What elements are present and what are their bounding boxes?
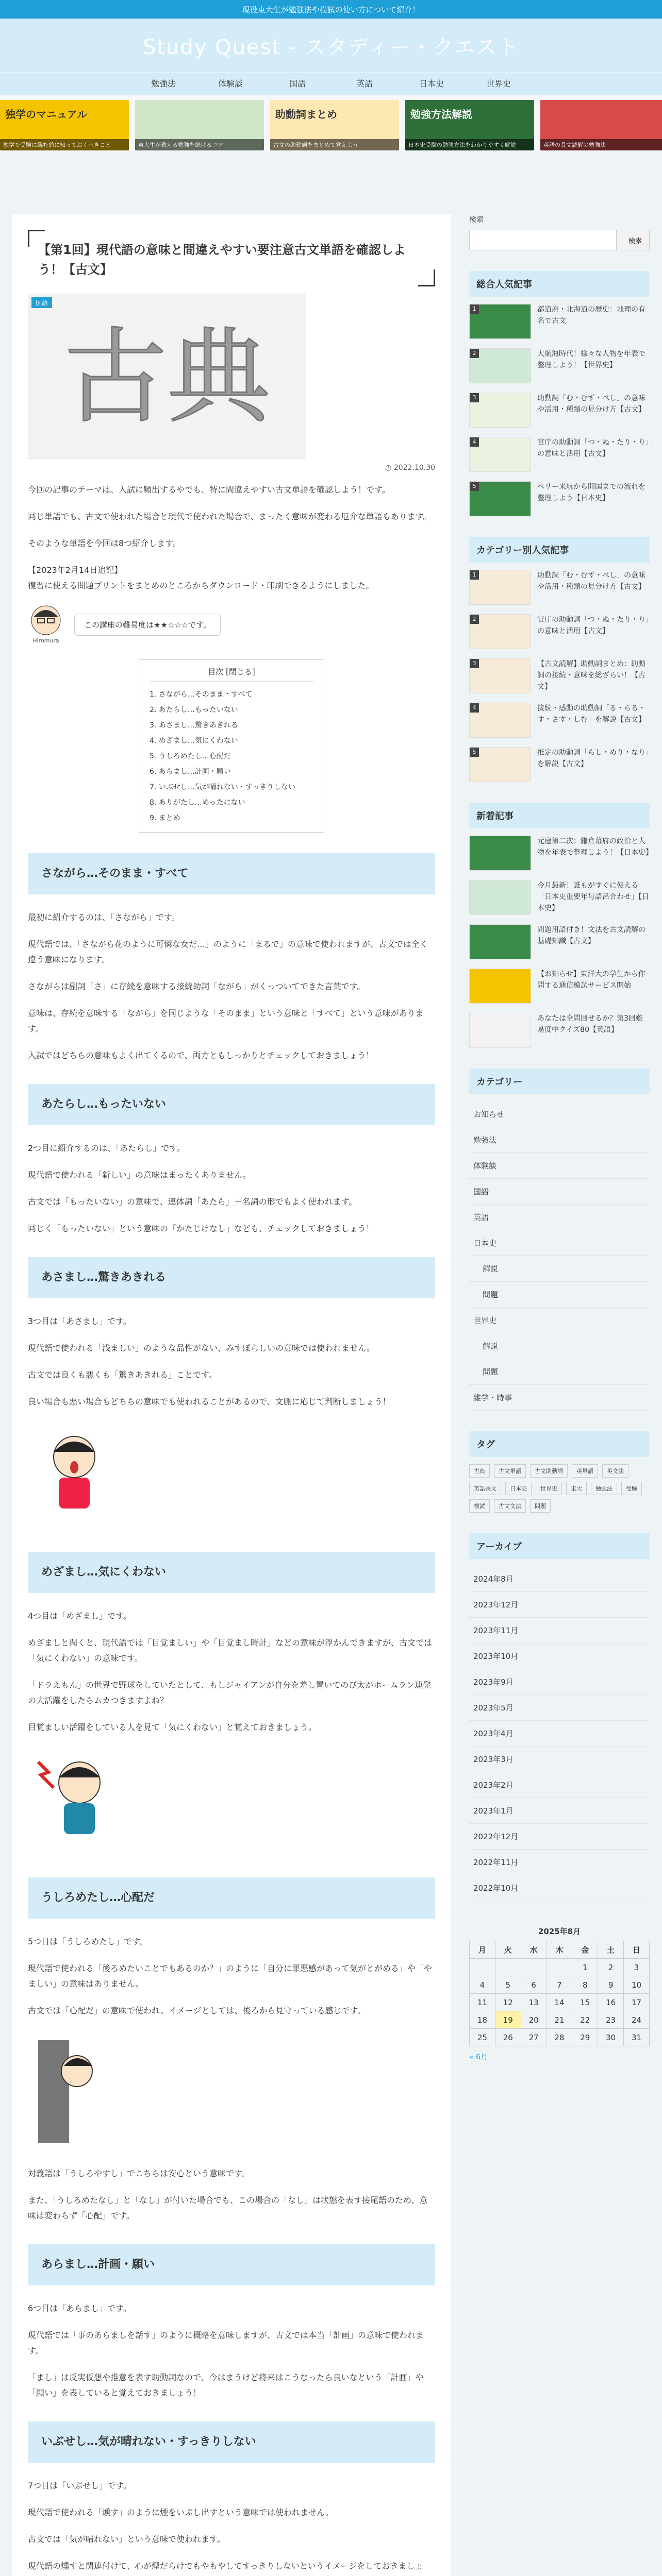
toc-item[interactable]: 2. あたらし…もったいない — [150, 706, 238, 714]
toc-item[interactable]: 3. あさまし…驚きあきれる — [150, 721, 238, 730]
widget-title: カテゴリー別人気記事 — [469, 537, 650, 563]
section-paragraph: 2つ目に紹介するのは、「あたらし」です。 — [28, 1143, 185, 1153]
calendar-day: 29 — [572, 2029, 598, 2046]
category-badge[interactable]: 国語 — [31, 297, 52, 308]
archive-link[interactable]: 2022年10月 — [469, 1875, 650, 1901]
calendar-day: 10 — [624, 1976, 650, 1994]
topbar — [0, 0, 662, 19]
category-link[interactable]: 世界史 — [469, 1308, 650, 1333]
thumbnail: 1 — [469, 304, 531, 339]
popular-widget — [469, 271, 650, 516]
section-paragraph: 現代語の燻すと関連付けて、心が煙だらけでもやもやしてすっきりしないというイメージをしておきましょ — [28, 2561, 423, 2571]
thumbnail: 2 — [469, 348, 531, 383]
calendar-caption: 2025年8月 — [538, 1927, 581, 1936]
tag-link[interactable]: 東大 — [566, 1482, 587, 1495]
popular-item[interactable] — [469, 393, 650, 428]
search-label: 検索 — [469, 216, 484, 224]
thumbnail: 5 — [469, 747, 531, 782]
archive-link[interactable]: 2023年11月 — [469, 1618, 650, 1643]
category-popular-widget — [469, 537, 650, 782]
calendar-day: 20 — [521, 2011, 547, 2029]
section-paragraph: さながらは副詞「さ」に存続を意味する接続助詞「ながら」がくっついてできた言葉です。 — [28, 981, 366, 991]
popular-item[interactable] — [469, 437, 650, 472]
publish-date — [28, 464, 435, 472]
difficulty-bubble: この講座の難易度は★★☆☆☆です。 — [74, 614, 221, 636]
widget-title: タグ — [469, 1431, 650, 1457]
archive-link[interactable]: 2023年1月 — [469, 1798, 650, 1824]
tag-link[interactable]: 古文助動詞 — [530, 1464, 568, 1478]
global-nav — [0, 72, 662, 95]
calendar-day: 23 — [598, 2011, 624, 2029]
calendar-day: 30 — [598, 2029, 624, 2046]
tag-link[interactable]: 古文単語 — [494, 1464, 526, 1478]
section-paragraph: 「ドラえもん」の世界で野球をしていたとして、もしジャイアンが自分を差し置いてのび太がホームラン連発の大活躍をしたらムカつきますよね？ — [28, 1680, 432, 1705]
section-paragraph: 古文では「気が晴れない」という意味で使われます。 — [28, 2534, 225, 2544]
update-text: 復習に使える問題プリントをまとめのところからダウンロード・印刷できるようにしました。 — [28, 581, 374, 590]
new-post-item[interactable] — [469, 969, 650, 1004]
toc-item[interactable]: 5. うしろめたし…心配だ — [150, 752, 231, 760]
calendar-day: 25 — [470, 2029, 495, 2046]
calendar-widget — [469, 1922, 650, 2062]
subcategory-link[interactable]: 問題 — [469, 1282, 650, 1308]
new-post-title[interactable]: 今月最新！誰もがすぐに使える「日本史重要年号語呂合わせ」【日本史】 — [537, 882, 649, 912]
popular-item[interactable] — [469, 304, 650, 339]
site-header — [0, 19, 662, 72]
carousel-item[interactable] — [270, 100, 399, 150]
section-paragraph: 古文では「もったいない」の意味で、連体詞「あたら」＋名詞の形でもよく使われます。 — [28, 1197, 357, 1207]
tag-link[interactable]: 模試 — [469, 1499, 490, 1513]
popular-item-title[interactable]: 大航海時代！様々な人物を年表で整理しよう！【世界史】 — [537, 350, 646, 369]
calendar-day: 8 — [572, 1976, 598, 1994]
content-wrapper — [0, 152, 662, 2576]
popular-item-title[interactable]: 官庁の助動詞「つ・ぬ・たり・り」の意味と活用【古文】 — [537, 438, 649, 458]
calendar-day: 17 — [624, 1994, 650, 2011]
date-value: 2022.10.30 — [393, 464, 435, 472]
thumbnail — [469, 836, 531, 871]
archive-link[interactable]: 2023年2月 — [469, 1772, 650, 1798]
calendar-body — [470, 1959, 650, 2046]
section-paragraph: 古文では良くも悪くも「驚きあきれる」ことです。 — [28, 1370, 217, 1380]
archive-link[interactable]: 2023年3月 — [469, 1747, 650, 1772]
avatar-icon — [30, 605, 61, 636]
nav-item-english[interactable]: 英語 — [356, 79, 373, 89]
calendar-day — [495, 1959, 521, 1976]
section-paragraph: 現代語で使われる「新しい」の意味はまったくありません。 — [28, 1170, 251, 1180]
section-paragraph: 現代語では「事のあらましを話す」のように概略を意味しますが、古文では本当「計画」の意味で使われます。 — [28, 2330, 424, 2355]
calendar-day: 4 — [470, 1976, 495, 1994]
cat-popular-item-title[interactable]: 助動詞「む・むず・べし」の意味や活用・種類の見分け方【古文】 — [537, 571, 646, 591]
calendar-day: 6 — [521, 1976, 547, 1994]
avatar — [28, 605, 64, 644]
widget-title: 総合人気記事 — [469, 271, 650, 297]
new-post-item[interactable] — [469, 880, 650, 915]
carousel-item[interactable] — [405, 100, 534, 150]
calendar-day: 21 — [547, 2011, 572, 2029]
calendar-day: 24 — [624, 2011, 650, 2029]
popular-item-title[interactable]: 都道府・北海道の歴史：地理の有名で古文 — [537, 306, 646, 325]
new-post-title[interactable]: あなたは全問回せるか？第3回難易度中クイズ80【英語】 — [537, 1014, 643, 1034]
section-paragraph: 対義語は「うしろやすし」でこちらは安心という意味です。 — [28, 2168, 250, 2178]
category-link[interactable]: 勉強法 — [469, 1127, 650, 1153]
new-post-item[interactable] — [469, 924, 650, 959]
carousel-item-caption: 古文の助動詞をまとめて覚えよう — [270, 139, 399, 150]
section-paragraph: 最初に紹介するのは、「さながら」です。 — [28, 912, 180, 922]
section-heading: あたらし…もったいない — [28, 1084, 435, 1125]
calendar-day — [521, 1959, 547, 1976]
section-paragraph: 現代語では、「さながら花のように可憐な女だ…」のように「まるで」の意味で使われますが、古文では全く違う意味になります。 — [28, 939, 428, 964]
calendar-day: 13 — [521, 1994, 547, 2011]
update-note: 【2023年2月14日追記】 — [28, 565, 123, 575]
calendar-day — [470, 1959, 495, 1976]
carousel-item-caption: 日本史受験の勉強方法をわかりやすく解説 — [405, 139, 534, 150]
nav-item-japanese-history[interactable]: 日本史 — [419, 79, 444, 89]
carousel-item[interactable] — [135, 100, 264, 150]
tag-link[interactable]: 受験 — [621, 1482, 642, 1495]
weekday-header: 木 — [547, 1941, 572, 1959]
widget-title: 新着記事 — [469, 803, 650, 828]
category-link[interactable]: 国語 — [469, 1179, 650, 1205]
section-paragraph: また、「うしろめたなし」と「なし」が付いた場合でも、この場合の「なし」は状態を表す接尾語のため、意味は変わらず「心配」です。 — [28, 2195, 428, 2221]
archive-link[interactable]: 2022年11月 — [469, 1850, 650, 1875]
carousel-item[interactable] — [540, 100, 662, 150]
archive-link[interactable]: 2023年12月 — [469, 1592, 650, 1618]
section-paragraph: めざましと聞くと、現代語では「目覚ましい」や「目覚まし時計」などの意味が浮かんできますが、古文では「気にくわない」の意味です。 — [28, 1638, 433, 1663]
calendar-day: 18 — [470, 2011, 495, 2029]
intro-paragraph: 同じ単語でも、古文で使われた場合と現代で使われた場合で、まったく意味が変わる厄介な単語もあります。 — [28, 512, 432, 521]
tag-link[interactable]: 日本史 — [505, 1482, 532, 1495]
section-paragraph: 現代語で使われる「燻す」のように煙をいぶし出すという意味では使われません。 — [28, 2507, 334, 2517]
new-post-title[interactable]: 問題用語付き！文法を古文読解の基礎知識【古文】 — [537, 926, 646, 945]
thumbnail — [469, 1013, 531, 1048]
article-main — [12, 214, 451, 2576]
section-heading: いぶせし…気が晴れない・すっきりしない — [28, 2421, 435, 2463]
cat-popular-item-title[interactable]: 推定の助動詞「らし・めり・なり」を解説【古文】 — [537, 749, 649, 768]
popular-item[interactable] — [469, 481, 650, 516]
calendar-day: 31 — [624, 2029, 650, 2046]
intro-paragraph: そのような単語を今回は8つ紹介します。 — [28, 538, 181, 548]
section-paragraph: 同じく「もったいない」という意味の「かたじけなし」なども、チェックしておきましょう！ — [28, 1224, 374, 1233]
toc-item[interactable]: 1. さながら…そのまま・すべて — [150, 690, 253, 699]
calendar-day: 14 — [547, 1994, 572, 2011]
sidebar — [469, 214, 653, 2082]
toc-title[interactable]: 目次 [閉じる] — [150, 666, 313, 682]
toc-item[interactable]: 6. あらまし…計画・願い — [150, 768, 231, 776]
article-title-box — [28, 230, 435, 286]
new-post-title[interactable]: 【お知らせ】東洋大の学生から作問する通信模試サービス開始 — [537, 970, 646, 990]
thumbnail — [469, 880, 531, 915]
tag-link[interactable]: 英語長文 — [469, 1482, 501, 1495]
speech-balloon — [28, 605, 435, 644]
search-button[interactable]: 検索 — [621, 230, 650, 250]
category-link[interactable]: 日本史 — [469, 1230, 650, 1256]
annoyed-person-illustration — [28, 1752, 121, 1839]
cat-popular-item[interactable] — [469, 570, 650, 605]
cat-popular-item[interactable] — [469, 658, 650, 693]
peeking-person-illustration — [28, 2035, 121, 2148]
category-link[interactable]: 英語 — [469, 1205, 650, 1230]
calendar-week — [470, 1959, 650, 1976]
cat-popular-item[interactable] — [469, 703, 650, 738]
thumbnail: 1 — [469, 570, 531, 605]
calendar-week — [470, 2029, 650, 2046]
section-paragraph: 3つ目は「あさまし」です。 — [28, 1316, 131, 1326]
section-paragraph: 6つ目は「あらまし」です。 — [28, 2303, 131, 2313]
archive-link[interactable]: 2022年12月 — [469, 1824, 650, 1850]
cat-popular-item-title[interactable]: 【古文読解】助動詞まとめ：助動詞の接続・意味を総ざらい！【古文】 — [537, 660, 646, 691]
section-heading: さながら…そのまま・すべて — [28, 853, 435, 894]
surprised-person-illustration — [28, 1426, 121, 1514]
section-paragraph: 目覚ましい活躍をしている人を見て「気にくわない」と覚えておきましょう。 — [28, 1722, 317, 1732]
archive-link[interactable]: 2024年8月 — [469, 1566, 650, 1592]
section-paragraph: 現代語で使われる「浅ましい」のような品性がない、みすぼらしいの意味では使われません。 — [28, 1343, 375, 1353]
new-post-item[interactable] — [469, 836, 653, 871]
toc-item[interactable]: 9. まとめ — [150, 814, 180, 822]
thumbnail: 5 — [469, 481, 531, 516]
cat-popular-item[interactable] — [469, 747, 650, 782]
section-paragraph: 4つ目は「めざまし」です。 — [28, 1611, 131, 1621]
thumbnail — [469, 969, 531, 1004]
calendar-day: 16 — [598, 1994, 624, 2011]
calendar-prev-link[interactable]: « 6月 — [469, 2053, 488, 2061]
tag-link[interactable]: 英文法 — [602, 1464, 628, 1478]
carousel-item-caption: 英語の長文読解の勉強法 — [540, 139, 662, 150]
calendar-table — [469, 1922, 650, 2046]
eyecatch-image — [28, 294, 306, 459]
widget-title: カテゴリー — [469, 1069, 650, 1094]
avatar-name: Hiromura — [32, 637, 59, 644]
section-paragraph: 5つ目は「うしろめたし」です。 — [28, 1937, 148, 1946]
carousel-item-caption: 独学で受験に臨む前に知っておくべきこと — [0, 139, 129, 150]
calendar-day: 7 — [547, 1976, 572, 1994]
weekday-header: 月 — [470, 1941, 495, 1959]
cat-popular-item-title[interactable]: 接続・感動の助動詞「る・らる・す・さす・しむ」を解説【古文】 — [537, 704, 646, 724]
popular-item-title[interactable]: 助動詞「む・むず・べし」の意味や活用・種類の見分け方【古文】 — [537, 394, 646, 414]
weekday-header: 日 — [624, 1941, 650, 1959]
toc-item[interactable]: 4. めざまし…気にくわない — [150, 737, 238, 745]
section-paragraph: 古文では「心配だ」の意味で使われ、イメージとしては、後ろから見守っている感じです。 — [28, 2006, 366, 2015]
topbar-text: 現役東大生が勉強法や模試の使い方について紹介！ — [242, 5, 420, 14]
section-paragraph: 現代語で使われる「後ろめたいことでもあるのか？」のように「自分に罪悪感があって気がとがめる」や「やましい」の意味はありません。 — [28, 1963, 432, 1989]
thumbnail: 4 — [469, 703, 531, 738]
calendar-week — [470, 1976, 650, 1994]
tag-link[interactable]: 勉強法 — [591, 1482, 617, 1495]
tag-link[interactable]: 問題 — [530, 1499, 551, 1513]
archive-link[interactable]: 2023年10月 — [469, 1643, 650, 1669]
nav-item-experience[interactable]: 体験談 — [218, 79, 243, 89]
calendar-day: 26 — [495, 2029, 521, 2046]
calendar-week — [470, 1994, 650, 2011]
toc-item[interactable]: 8. ありがたし…めったにない — [150, 799, 245, 807]
weekday-header: 火 — [495, 1941, 521, 1959]
tag-link[interactable]: 古典 — [469, 1464, 490, 1478]
toc-item[interactable]: 7. いぶせし…気が晴れない・すっきりしない — [150, 783, 295, 791]
new-post-title[interactable]: 元寇第二次：鎌倉幕府の政治と人物を年表で整理しよう！【日本史】 — [537, 837, 653, 857]
section-heading: めざまし…気にくわない — [28, 1552, 435, 1593]
calendar-day: 27 — [521, 2029, 547, 2046]
calendar-day: 2 — [598, 1959, 624, 1976]
thumbnail: 2 — [469, 614, 531, 649]
nav-item-study[interactable]: 勉強法 — [151, 79, 176, 89]
calendar-day: 3 — [624, 1959, 650, 1976]
calendar-day: 1 — [572, 1959, 598, 1976]
thumbnail: 3 — [469, 393, 531, 428]
carousel-item[interactable] — [0, 100, 129, 150]
calendar-day: 22 — [572, 2011, 598, 2029]
carousel-item-caption: 東大生が教える勉強を続けるコツ — [135, 139, 264, 150]
featured-carousel — [0, 95, 662, 152]
tag-link[interactable]: 古文文法 — [494, 1499, 526, 1513]
section-paragraph: 良い場合も悪い場合もどちらの意味でも使われることがあるので、文脈に応じて判断しましょう！ — [28, 1397, 391, 1406]
category-link[interactable]: お知らせ — [469, 1101, 650, 1127]
calendar-day: 11 — [470, 1994, 495, 2011]
calendar-week — [470, 2011, 650, 2029]
carousel-item-title: 助動詞まとめ — [275, 108, 337, 121]
widget-title: アーカイブ — [469, 1533, 650, 1559]
calendar-day: 12 — [495, 1994, 521, 2011]
popular-item[interactable] — [469, 348, 650, 383]
archive-link[interactable]: 2023年4月 — [469, 1721, 650, 1747]
search-widget — [469, 214, 650, 250]
clock-icon: ◷ — [385, 464, 394, 472]
nav-item-world-history[interactable]: 世界史 — [486, 79, 511, 89]
tag-link[interactable]: 世界史 — [536, 1482, 562, 1495]
archive-widget — [469, 1533, 650, 1901]
site-title[interactable]: Study Quest - スタディー・クエスト — [142, 35, 520, 59]
section-paragraph: 入試ではどちらの意味もよく出てくるので、両方ともしっかりとチェックしておきましょう！ — [28, 1050, 374, 1060]
subcategory-link[interactable]: 解説 — [469, 1256, 650, 1282]
eyecatch-text: 古典 — [63, 317, 271, 437]
new-posts-widget — [469, 803, 653, 1048]
article-title: 【第1回】現代語の意味と間違えやすい要注意古文単語を確認しよう！【古文】 — [38, 243, 406, 277]
section-heading: うしろめたし…心配だ — [28, 1877, 435, 1919]
calendar-day: 28 — [547, 2029, 572, 2046]
section-heading: あさまし…驚きあきれる — [28, 1257, 435, 1298]
section-heading: あらまし…計画・願い — [28, 2244, 435, 2285]
intro-paragraph: 今回の記事のテーマは、入試に頻出するやでも、特に間違えやすい古文単語を確認しよう！です。 — [28, 485, 390, 495]
thumbnail: 3 — [469, 658, 531, 693]
carousel-item-title: 独学のマニュアル — [5, 108, 88, 121]
weekday-header: 水 — [521, 1941, 547, 1959]
subcategory-link[interactable]: 問題 — [469, 1359, 650, 1385]
weekday-header: 土 — [598, 1941, 624, 1959]
cat-popular-item-title[interactable]: 官庁の助動詞「つ・ぬ・たり・り」の意味と活用【古文】 — [537, 616, 649, 635]
new-post-item[interactable] — [469, 1013, 650, 1048]
calendar-day: 19 — [495, 2011, 521, 2029]
calendar-day: 15 — [572, 1994, 598, 2011]
categories-widget — [469, 1069, 650, 1411]
popular-item-title[interactable]: ペリー来航から開国までの流れを整理しよう【日本史】 — [537, 483, 646, 502]
calendar-day — [547, 1959, 572, 1976]
section-paragraph: 「まし」は反実仮想や推意を表す助動詞なので、今はまうけど将来はこうなったら良いなという「計画」や「願い」を表していると覚えておきましょう！ — [28, 2372, 424, 2398]
nav-item-japanese[interactable]: 国語 — [289, 79, 306, 89]
category-link[interactable]: 体験談 — [469, 1153, 650, 1179]
section-paragraph: 7つ目は「いぶせし」です。 — [28, 2481, 131, 2490]
thumbnail — [469, 924, 531, 959]
category-link[interactable]: 雑学・時事 — [469, 1385, 650, 1411]
weekday-header: 金 — [572, 1941, 598, 1959]
eyecatch-kanji-image — [28, 294, 306, 458]
calendar-day: 5 — [495, 1976, 521, 1994]
tag-link[interactable]: 英単語 — [572, 1464, 598, 1478]
calendar-day: 9 — [598, 1976, 624, 1994]
section-paragraph: 意味は、存続を意味する「ながら」を同じような「そのまま」という意味と「すべて」という意味があります。 — [28, 1008, 424, 1033]
tags-widget — [469, 1431, 650, 1513]
search-input[interactable] — [469, 230, 617, 250]
archive-link[interactable]: 2023年5月 — [469, 1695, 650, 1721]
cat-popular-item[interactable] — [469, 614, 650, 649]
thumbnail: 4 — [469, 437, 531, 472]
subcategory-link[interactable]: 解説 — [469, 1333, 650, 1359]
table-of-contents — [139, 659, 324, 833]
carousel-item-title: 勉強方法解説 — [410, 108, 472, 121]
archive-link[interactable]: 2023年9月 — [469, 1669, 650, 1695]
